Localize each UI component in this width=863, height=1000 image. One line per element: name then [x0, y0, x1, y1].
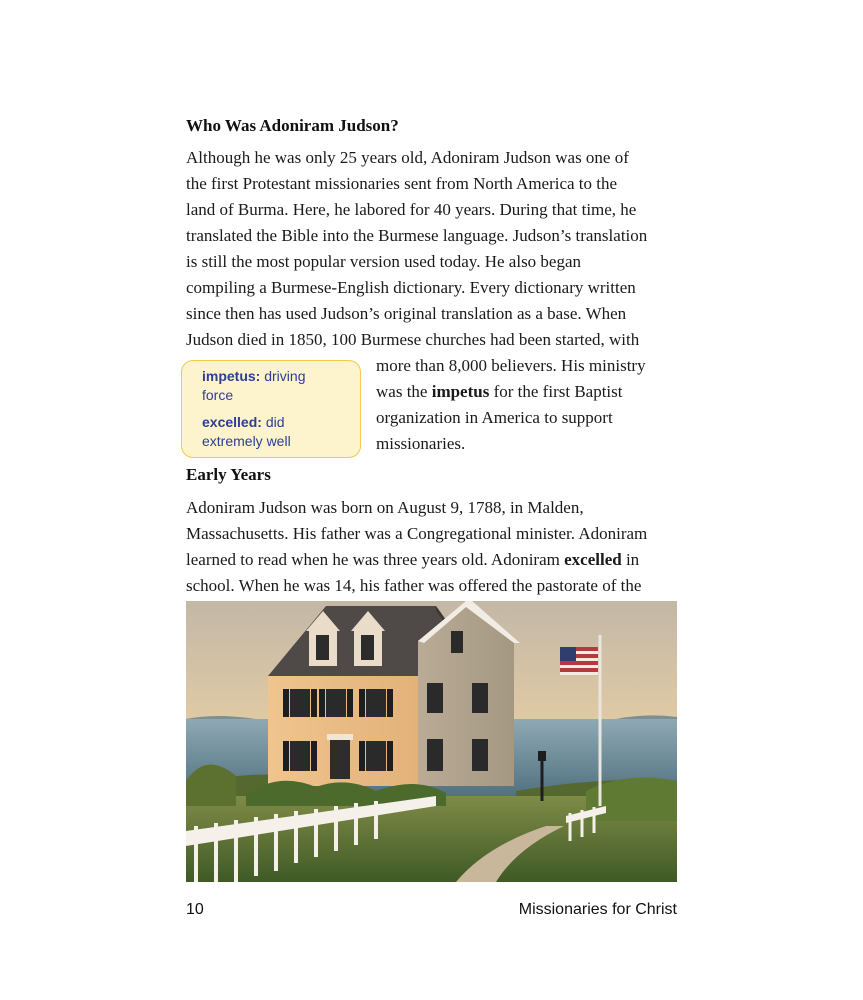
paragraph-line — [186, 550, 639, 570]
paragraph-line: Massachusetts. His father was a Congregational minister. Adoniram — [186, 524, 648, 543]
vocab-term-impetus: impetus — [431, 382, 490, 401]
book-title: Missionaries for Christ — [518, 901, 677, 918]
glossary-term: impetus: — [202, 368, 261, 384]
paragraph-line: Adoniram Judson was born on August 9, 1788, in Malden, — [186, 498, 584, 517]
text-run: was the — [376, 382, 432, 401]
paragraph-line: more than 8,000 believers. His ministry — [376, 356, 646, 375]
paragraph-line: organization in America to support — [376, 408, 613, 427]
paragraph-line: Although he was only 25 years old, Adoniram Judson was one of — [186, 148, 629, 167]
vocab-term-excelled: excelled — [564, 550, 622, 569]
glossary-term: excelled: — [202, 414, 262, 430]
paragraph-line: compiling a Burmese-English dictionary. Every dictionary written — [186, 278, 636, 297]
glossary-entry-impetus — [202, 367, 350, 405]
paragraph-line — [376, 382, 623, 402]
section-heading-early-years: Early Years — [186, 465, 271, 484]
glossary-entry-excelled — [202, 413, 350, 451]
paragraph-line: school. When he was 14, his father was offered the pastorate of the — [186, 576, 642, 595]
glossary-definition: did — [261, 414, 285, 430]
paragraph-line: Judson died in 1850, 100 Burmese churches had been started, with — [186, 330, 640, 349]
paragraph-line: is still the most popular version used today. He also began — [186, 252, 582, 271]
glossary-definition: extremely well — [202, 433, 291, 449]
house-by-sea-illustration — [186, 601, 677, 882]
glossary-definition: driving — [260, 368, 306, 384]
section-heading-who-was-judson: Who Was Adoniram Judson? — [186, 116, 399, 135]
paragraph-line: since then has used Judson’s original translation as a base. When — [186, 304, 627, 323]
paragraph-line: missionaries. — [376, 434, 466, 453]
paragraph-line: land of Burma. Here, he labored for 40 years. During that time, he — [186, 200, 637, 219]
paragraph-line: the first Protestant missionaries sent from North America to the — [186, 174, 618, 193]
text-run: for the first Baptist — [489, 382, 623, 401]
text-run: learned to read when he was three years old. Adoniram — [186, 550, 565, 569]
glossary-definition: force — [202, 387, 234, 403]
vocabulary-callout-box — [181, 360, 361, 458]
page-number: 10 — [186, 901, 204, 918]
paragraph-line: translated the Bible into the Burmese language. Judson’s translation — [186, 226, 648, 245]
text-run: in — [621, 550, 640, 569]
